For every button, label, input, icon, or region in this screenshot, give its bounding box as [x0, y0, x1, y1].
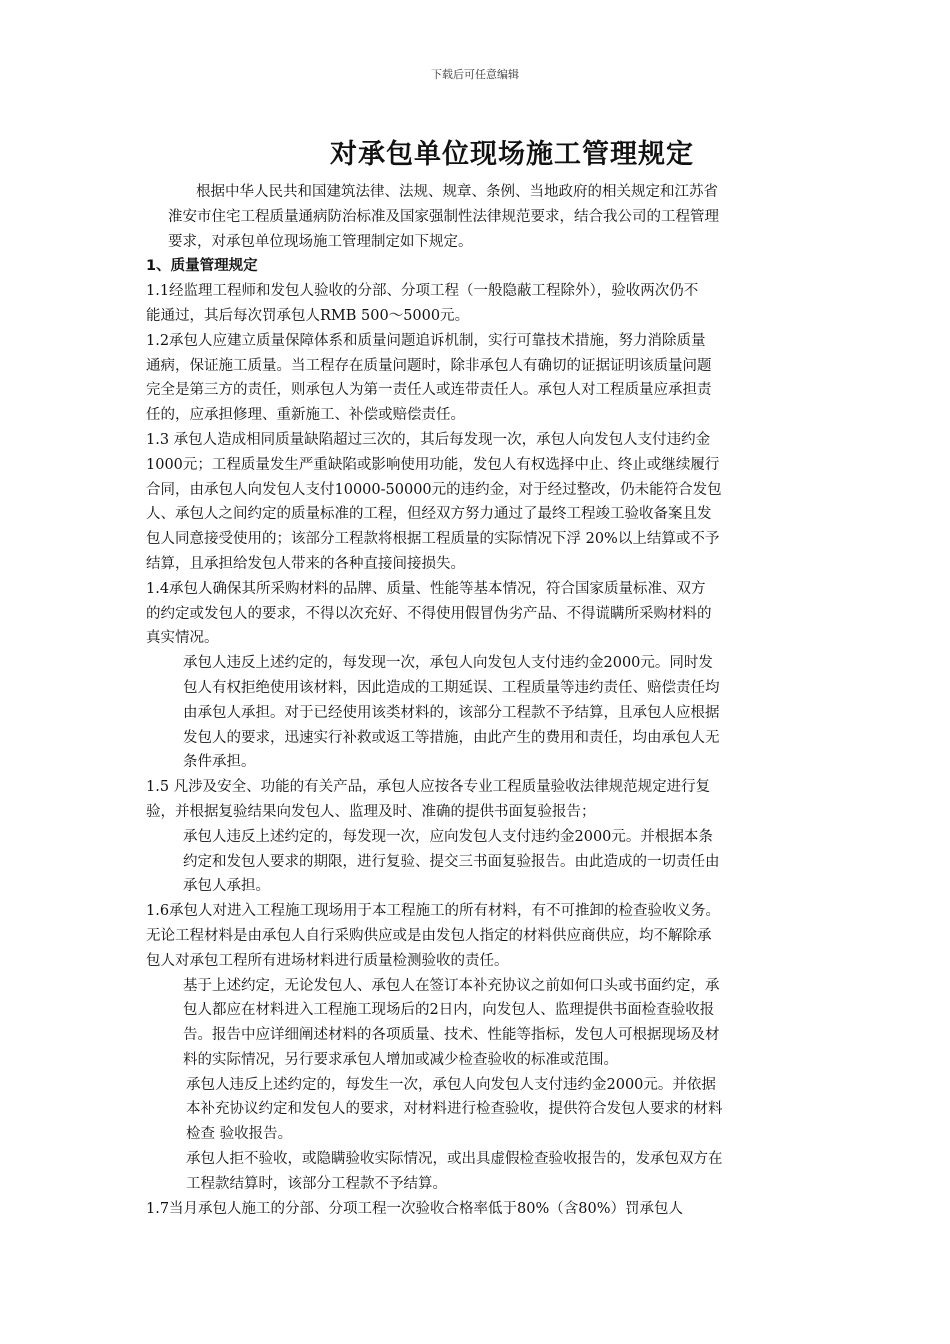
clause-1-6-refusal [146, 1147, 810, 1197]
text-line: 包人有权拒绝使用该材料，因此造成的工期延误、工程质量等违约责任、赔偿责任均 [183, 679, 720, 696]
text-line: 发包人的要求，迅速实行补救或返工等措施，由此产生的费用和责任，均由承包人无 [183, 729, 720, 746]
text-line: 检查 验收报告。 [186, 1126, 293, 1143]
text-line: 任的，应承担修理、重新施工、补偿或赔偿责任。 [146, 407, 465, 424]
text-line: 基于上述约定，无论发包人、承包人在签订本补充协议之前如何口头或书面约定，承 [183, 977, 720, 994]
text-line: 合同，由承包人向发包人支付10000-50000元的违约金，对于经过整改，仍未能符合发包 [146, 481, 722, 498]
text-line: 告。报告中应详细阐述材料的各项质量、技术、性能等指标，发包人可根据现场及材 [183, 1027, 720, 1044]
clause-1-1 [146, 279, 810, 329]
text-line: 1.1经监理工程师和发包人验收的分部、分项工程（一般隐蔽工程除外），验收两次仍不 [146, 283, 699, 300]
text-line: 包人同意接受使用的；该部分工程款将根据工程质量的实际情况下浮 20%以上结算或不予 [146, 531, 720, 548]
text-line: 通病，保证施工质量。当工程存在质量问题时，除非承包人有确切的证据证明该质量问题 [146, 357, 712, 374]
text-line: 1.3 承包人造成相同质量缺陷超过三次的，其后每发现一次，承包人向发包人支付违约金 [146, 431, 711, 448]
text-line: 能通过，其后每次罚承包人RMB 500～5000元。 [146, 307, 470, 324]
text-line: 1.7当月承包人施工的分部、分项工程一次验收合格率低于80%（含80%）罚承包人 [146, 1200, 684, 1217]
clause-1-5 [146, 775, 810, 825]
text-line: 真实情况。 [146, 630, 219, 647]
text-line: 承包人违反上述约定的，每发生一次，承包人向发包人支付违约金2000元。并依据 [186, 1076, 716, 1093]
text-line: 承包人拒不验收，或隐瞒验收实际情况，或出具虚假检查验收报告的，发承包双方在 [186, 1151, 723, 1168]
text-line: 由承包人承担。对于已经使用该类材料的，该部分工程款不予结算，且承包人应根据 [183, 704, 720, 721]
text-line: 淮安市住宅工程质量通病防治标准及国家强制性法律规范要求，结合我公司的工程管理 [168, 208, 719, 225]
text-line: 工程款结算时，该部分工程款不予结算。 [186, 1175, 447, 1192]
text-line: 人、承包人之间约定的质量标准的工程，但经双方努力通过了最终工程竣工验收备案且发 [146, 506, 712, 523]
document-title: 对承包单位现场施工管理规定 [330, 139, 694, 170]
text-line: 验，并根据复验结果向发包人、监理及时、准确的提供书面复验报告； [146, 803, 596, 820]
text-line: 1.2承包人应建立质量保障体系和质量问题追诉机制，实行可靠技术措施，努力消除质量 [146, 332, 706, 349]
section-heading-quality: 1、质量管理规定 [146, 258, 258, 275]
text-line: 的约定或发包人的要求，不得以次充好、不得使用假冒伪劣产品、不得谎瞒所采购材料的 [146, 605, 712, 622]
text-line: 包人对承包工程所有进场材料进行质量检测验收的责任。 [146, 952, 509, 969]
intro-paragraph [146, 180, 810, 254]
clause-1-4 [146, 577, 810, 651]
text-line: 1.4承包人确保其所采购材料的品牌、质量、性能等基本情况，符合国家质量标准、双方 [146, 580, 706, 597]
text-line: 料的实际情况，另行要求承包人增加或减少检查验收的标准或范围。 [183, 1051, 618, 1068]
text-line: 承包人承担。 [183, 878, 270, 895]
clause-1-6-penalty [146, 1073, 810, 1147]
text-line: 条件承担。 [183, 754, 256, 771]
text-line: 无论工程材料是由承包人自行采购供应或是由发包人指定的材料供应商供应，均不解除承 [146, 927, 712, 944]
clause-1-7 [146, 1197, 810, 1222]
text-line: 1.6承包人对进入工程施工现场用于本工程施工的所有材料，有不可推卸的检查验收义务。 [146, 903, 721, 920]
clause-1-6-inspection [146, 974, 810, 1073]
text-line: 结算，且承担给发包人带来的各种直接间接损失。 [146, 555, 465, 572]
text-line: 1.5 凡涉及安全、功能的有关产品，承包人应按各专业工程质量验收法律规范规定进行复 [146, 779, 711, 796]
text-line: 完全是第三方的责任，则承包人为第一责任人或连带责任人。承包人对工程质量应承担责 [146, 382, 712, 399]
text-line: 约定和发包人要求的期限，进行复验、提交三书面复验报告。由此造成的一切责任由 [183, 853, 720, 870]
text-line: 承包人违反上述约定的，每发现一次，应向发包人支付违约金2000元。并根据本条 [183, 828, 713, 845]
document-body [146, 180, 810, 1221]
clause-1-5-penalty [146, 825, 810, 899]
text-line: 本补充协议约定和发包人的要求，对材料进行检查验收，提供符合发包人要求的材料 [186, 1101, 723, 1118]
clause-1-2 [146, 329, 810, 428]
text-line: 包人都应在材料进入工程施工现场后的2日内，向发包人、监理提供书面检查验收报 [183, 1002, 715, 1019]
text-line: 1000元；工程质量发生严重缺陷或影响使用功能，发包人有权选择中止、终止或继续履行 [146, 456, 720, 473]
text-line: 要求，对承包单位现场施工管理制定如下规定。 [168, 233, 473, 250]
clause-1-4-penalty [146, 651, 810, 775]
page-header-note: 下载后可任意编辑 [431, 68, 519, 81]
clause-1-3 [146, 428, 810, 577]
text-line: 承包人违反上述约定的，每发现一次，承包人向发包人支付违约金2000元。同时发 [183, 655, 713, 672]
text-line: 根据中华人民共和国建筑法律、法规、规章、条例、当地政府的相关规定和江苏省 [196, 184, 718, 200]
clause-1-6 [146, 899, 810, 973]
